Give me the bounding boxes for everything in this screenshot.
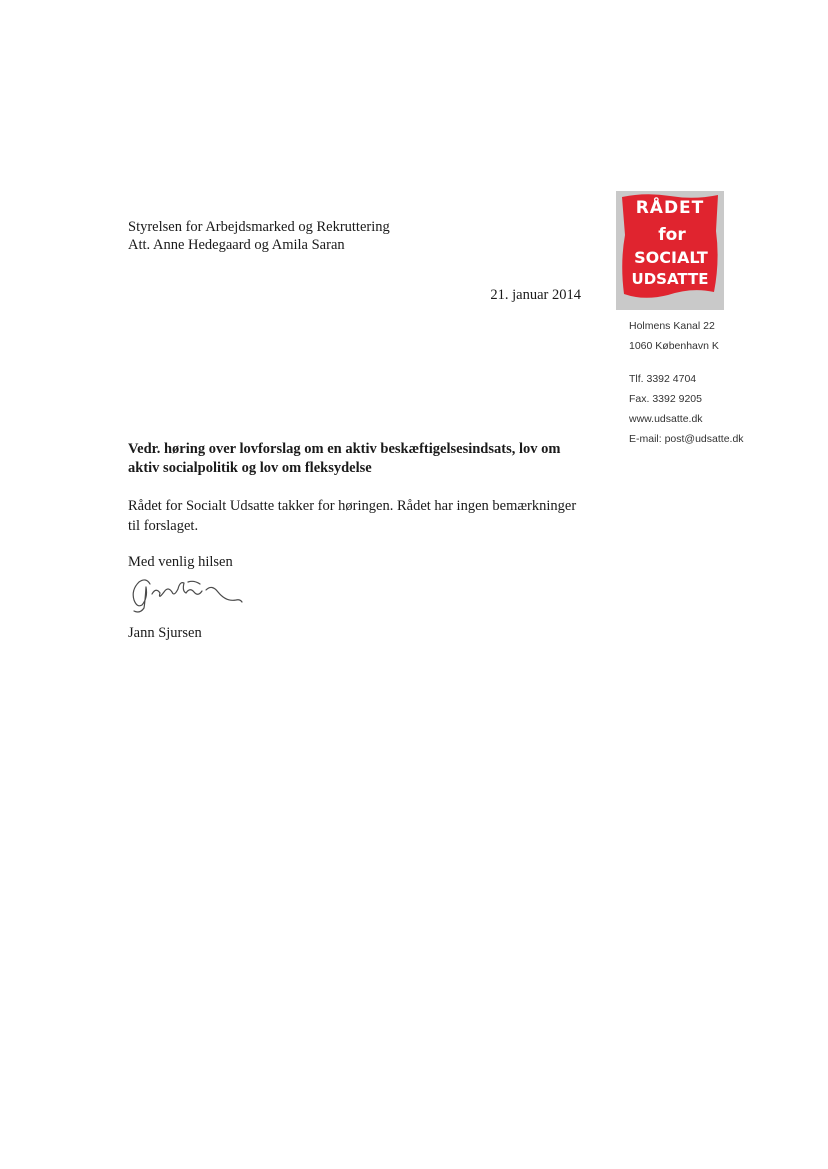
organization-logo — [616, 191, 724, 310]
logo-text-for: for — [658, 225, 686, 245]
logo-text-radet: RÅDET — [635, 198, 705, 218]
logo-graphic — [616, 191, 724, 310]
signature-graphic — [122, 572, 252, 622]
sender-email: E-mail: post@udsatte.dk — [629, 433, 744, 445]
recipient-block — [128, 218, 390, 254]
recipient-attention: Att. Anne Hedegaard og Amila Saran — [128, 237, 345, 253]
sender-contact-block — [629, 316, 744, 449]
letter-closing: Med venlig hilsen — [128, 554, 233, 570]
sender-fax: Fax. 3392 9205 — [629, 393, 702, 405]
letter-body: Rådet for Socialt Udsatte takker for høringen. Rådet har ingen bemærkninger til forslaget. — [128, 498, 577, 534]
signature-stroke — [133, 580, 242, 612]
sender-website: www.udsatte.dk — [629, 413, 703, 425]
sender-spacer — [629, 356, 744, 369]
sender-phone: Tlf. 3392 4704 — [629, 373, 697, 385]
recipient-organization: Styrelsen for Arbejdsmarked og Rekruttering — [128, 219, 390, 235]
signer-name: Jann Sjursen — [128, 625, 202, 641]
handwritten-signature — [122, 572, 252, 622]
sender-address-city: 1060 København K — [629, 340, 719, 352]
letter-subject: Vedr. høring over lovforslag om en aktiv beskæftigelsesindsats, lov om aktiv socialpolitik og lov om fleksydelse — [128, 441, 561, 476]
sender-address-street: Holmens Kanal 22 — [629, 320, 715, 332]
letter-date: 21. januar 2014 — [490, 287, 581, 303]
logo-text-udsatte: UDSATTE — [631, 270, 709, 288]
logo-text-socialt: SOCIALT — [634, 248, 708, 267]
